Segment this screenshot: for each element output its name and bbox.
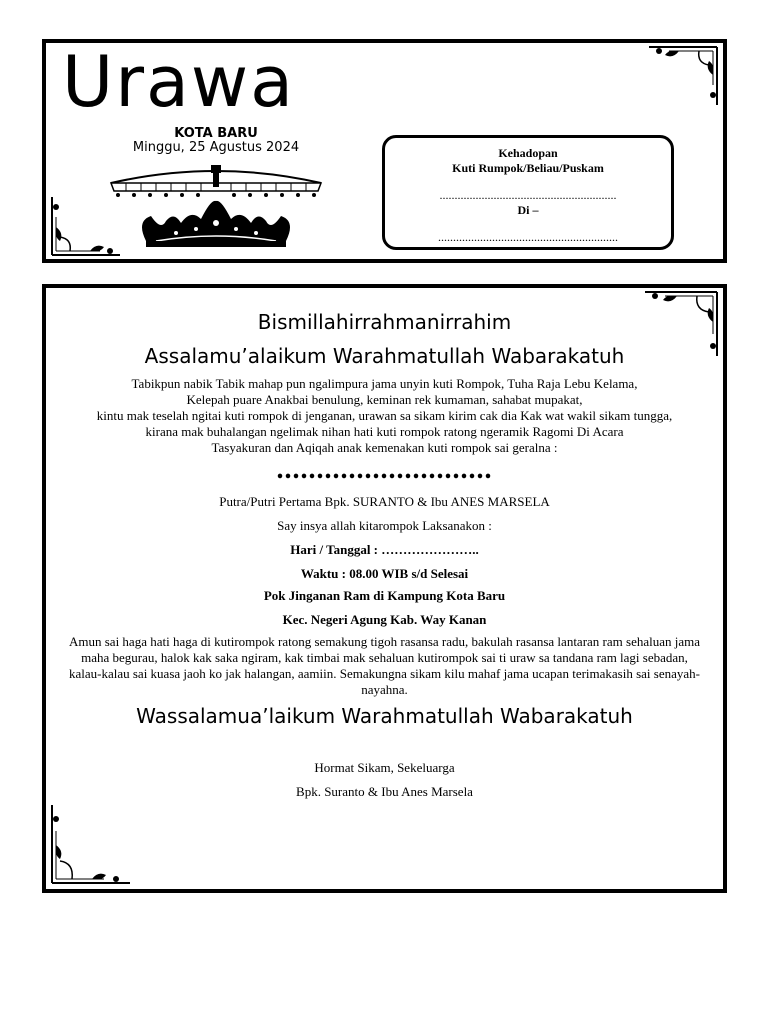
- wassalam-heading: Wassalamua’laikum Warahmatullah Wabarakatuh: [136, 704, 633, 728]
- address-di: Di –: [517, 203, 539, 217]
- date-line: Hari / Tanggal : …………………..: [290, 542, 479, 557]
- salam-heading: Assalamu’alaikum Warahmatullah Wabarakatuh: [144, 344, 625, 368]
- closing-paragraph: Amun sai haga hati haga di kutirompok ratong semakung tigoh rasansa radu, bakulah rasansa lantaran ram sehaluan jama maha begurau, halok kak saka ngiram, kak timbai mak sehaluan kutirompok sai ti uraw sa tandana ram lagi sebadan, kalau-kalau sai kuasa jaoh ko jak halangan, aamiin. Semakungna sikam kilu mahaf jama ucapan terimakasih sai senayah-nayahna.: [68, 634, 701, 697]
- location-label: KOTA BARU: [174, 126, 258, 141]
- district-line: Kec. Negeri Agung Kab. Way Kanan: [282, 612, 487, 627]
- say-line: Say insya allah kitarompok Laksanakon :: [277, 518, 492, 533]
- bismillah-heading: Bismillahirrahmanirrahim: [257, 310, 512, 334]
- floral-corner-icon: [50, 193, 130, 257]
- invitation-card: [42, 284, 727, 893]
- address-line-1: Kehadopan: [498, 146, 558, 160]
- intro-paragraph: [46, 376, 723, 456]
- intro-line: Tabikpun nabik Tabik mahap pun ngalimpura jama unyin kuti Rompok, Tuha Raja Lebu Kelama,: [131, 376, 638, 391]
- intro-line: Tasyakuran dan Aqiqah anak kemenakan kuti rompok sai geralna :: [211, 440, 558, 455]
- hormat-line: Hormat Sikam, Sekeluarga: [314, 760, 455, 775]
- event-date: Minggu, 25 Agustus 2024: [132, 140, 300, 155]
- intro-line: Kelepah puare Anakbai benulung, keminan rek kumaman, sahabat mupakat,: [186, 392, 583, 407]
- signature-line: Bpk. Suranto & Ibu Anes Marsela: [296, 784, 473, 799]
- page-title: Urawa: [62, 41, 296, 123]
- parents-line: Putra/Putri Pertama Bpk. SURANTO & Ibu ANES MARSELA: [219, 494, 550, 509]
- floral-corner-icon: [50, 801, 134, 885]
- intro-line: kirana mak buhalangan ngelimak nihan hati kuti rompok ratong ngeramik Ragomi Di Acara: [145, 424, 624, 439]
- floral-corner-icon: [639, 45, 719, 109]
- intro-line: kintu mak teselah ngitai kuti rompok di jenganan, urawan sa sikam kirim cak dia Kak wat wakil sikam tungga,: [96, 408, 673, 423]
- address-line-2: Kuti Rumpok/Beliau/Puskam: [452, 161, 604, 175]
- address-dots-2: ............................................................: [438, 230, 618, 244]
- envelope-card: [42, 39, 727, 263]
- payung-ornament-icon: [106, 161, 326, 251]
- venue-line: Pok Jinganan Ram di Kampung Kota Baru: [263, 588, 506, 603]
- child-name-placeholder: ...........................: [276, 454, 493, 485]
- address-box: [382, 135, 674, 250]
- time-line: Waktu : 08.00 WIB s/d Selesai: [300, 566, 469, 581]
- address-dots-1: ...........................................................: [439, 188, 617, 202]
